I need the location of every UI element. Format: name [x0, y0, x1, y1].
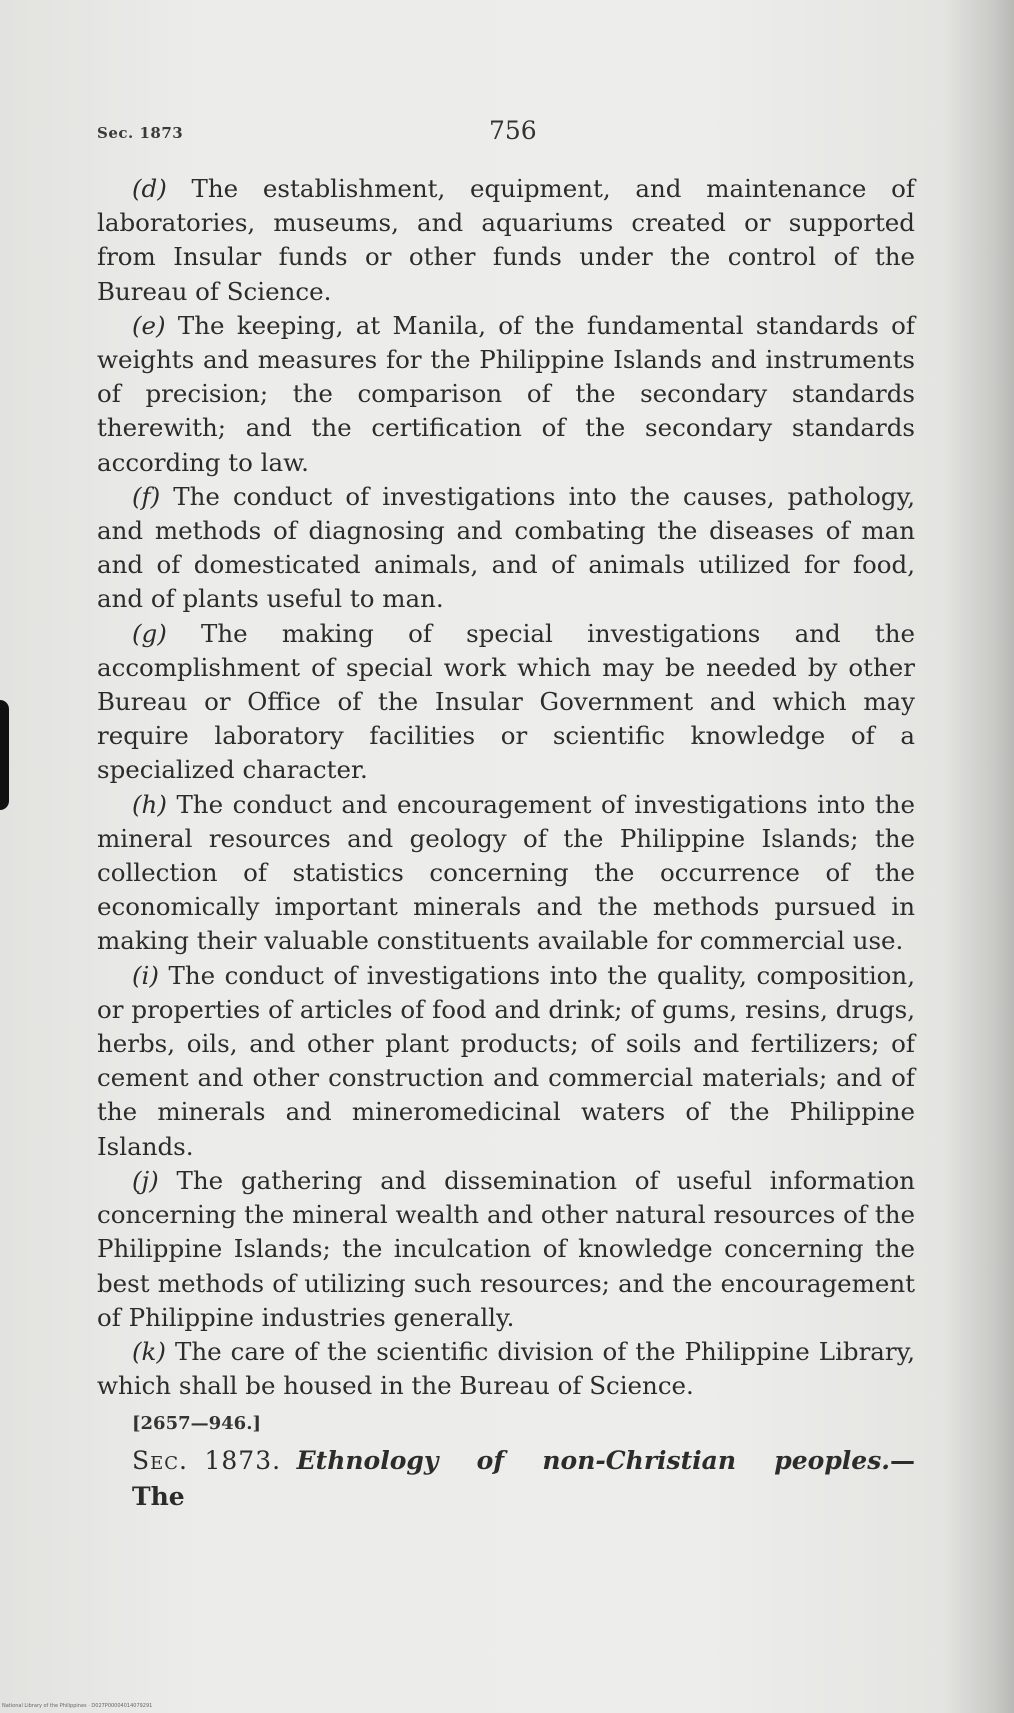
paragraph-d [97, 172, 915, 309]
paragraph-e [97, 309, 915, 480]
paragraph-j [97, 1164, 915, 1335]
scan-footer-note: National Library of the Philippines · D027P00004014079291 [2, 1703, 153, 1709]
section-title: Ethnology of non-Christian peoples. [296, 1446, 890, 1476]
paragraph-f [97, 480, 915, 617]
paragraph-letter: (e) [132, 310, 166, 340]
paragraph-letter: (h) [132, 789, 167, 819]
paragraph-text: The care of the scientific division of the Philippine Library, which shall be housed in the Bureau of Science. [97, 1336, 915, 1401]
paragraph-h [97, 788, 915, 959]
paragraph-letter: (i) [132, 960, 159, 990]
paragraph-k [97, 1335, 915, 1403]
paragraph-letter: (g) [132, 618, 167, 648]
paragraph-text: The conduct of investigations into the quality, composition, or properties of articles of food and drink; of gums, resins, drugs, herbs, oils, and other plant products; of soils and fertilizers; of cement and other construction and commercial materials; and of the minerals and mineromedicinal waters of the Philippine Islands. [97, 960, 915, 1161]
section-continuation: —The [132, 1446, 915, 1512]
paragraph-text: The keeping, at Manila, of the fundamental standards of weights and measures for the Philippine Islands and instruments of precision; the comparison of the secondary standards therewith; and the certification of the secondary standards according to law. [97, 310, 915, 477]
paragraph-text: The establishment, equipment, and maintenance of laboratories, museums, and aquariums created or supported from Insular funds or other funds under the control of the Bureau of Science. [97, 174, 915, 306]
paragraph-text: The conduct and encouragement of investigations into the mineral resources and geology of the Philippine Islands; the collection of statistics concerning the occurrence of the economically important minerals and the methods pursued in making their valuable constituents available for commercial use. [97, 789, 915, 956]
paragraph-text: The gathering and dissemination of useful information concerning the mineral wealth and other natural resources of the Philippine Islands; the inculcation of knowledge concerning the best methods of utilizing such resources; and the encouragement of Philippine industries generally. [97, 1165, 915, 1332]
body-text [97, 172, 915, 1515]
legal-citation: [2657—946.] [132, 1413, 261, 1435]
paragraph-letter: (j) [132, 1165, 159, 1195]
paragraph-g [97, 617, 915, 788]
paragraph-text: The making of special investigations and the accomplishment of special work which may be needed by other Bureau or Office of the Insular Government and which may require laboratory facilities or scientific knowledge of a specialized character. [97, 618, 915, 785]
running-section-label: Sec. 1873 [97, 124, 184, 142]
paragraph-text: The conduct of investigations into the causes, pathology, and methods of diagnosing and combating the diseases of man and of domesticated animals, and of animals utilized for food, and of plants useful to man. [97, 481, 915, 614]
scan-edge-mark [0, 700, 9, 810]
page-number: 756 [489, 116, 537, 145]
paragraph-letter: (k) [132, 1336, 166, 1366]
section-number: Sec. 1873. [132, 1446, 282, 1476]
paragraph-i [97, 959, 915, 1164]
page-header [97, 116, 915, 160]
paragraph-letter: (f) [132, 481, 161, 511]
next-section-heading [97, 1443, 915, 1515]
paragraph-letter: (d) [132, 174, 167, 203]
